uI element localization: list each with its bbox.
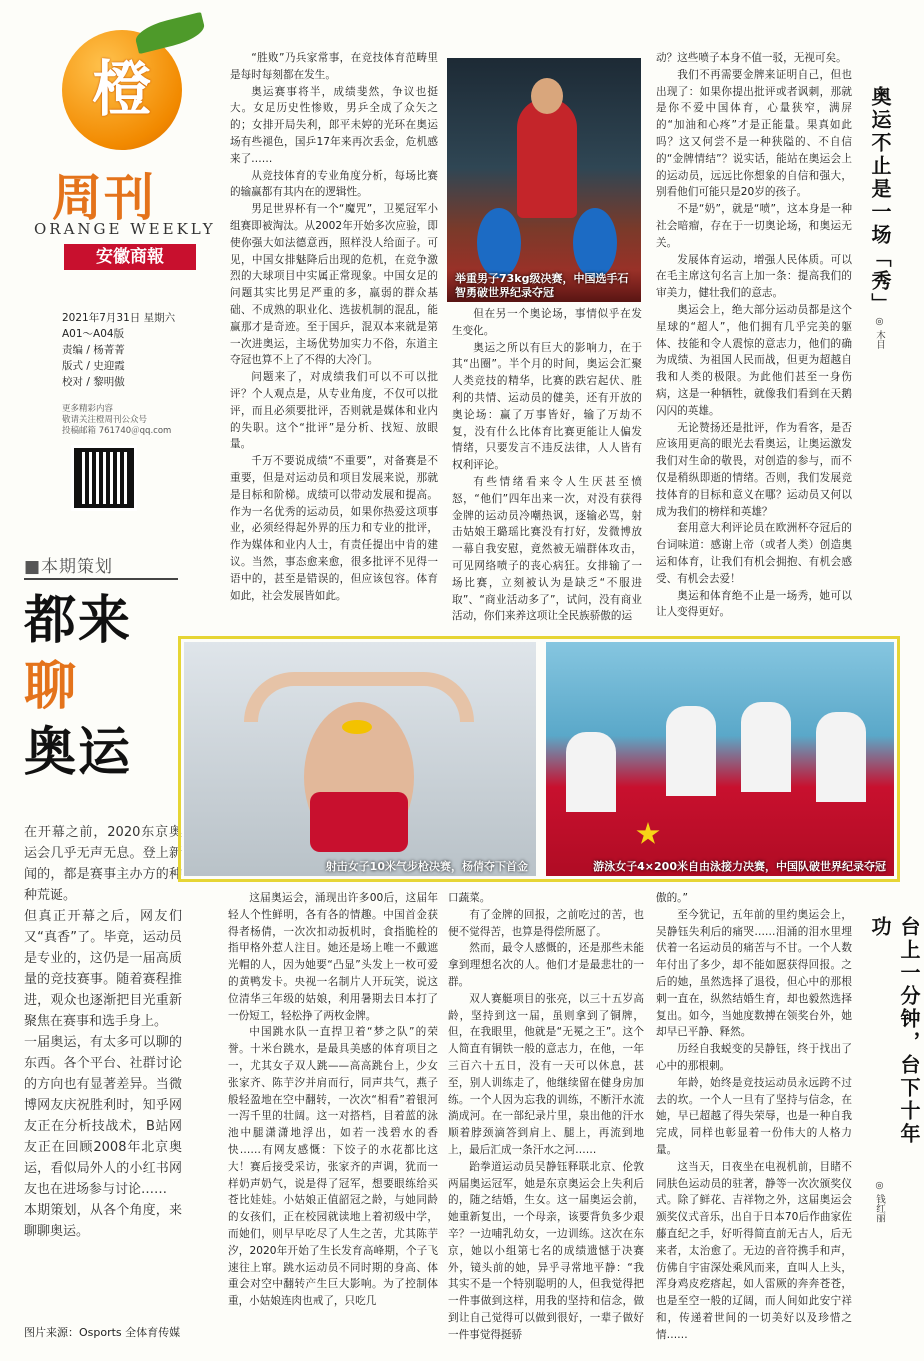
paragraph: “胜败”乃兵家常事，在竞技体育范畴里是每时每刻都在发生。 — [230, 52, 438, 81]
intro-paragraph: 但真正开幕之后，网友们又“真香”了。毕竟，运动员是专业的，这仍是一届高质量的竞技赛事。随着赛程推进，观众也逐渐把目光重新聚焦在赛事和选手身上。 — [24, 909, 182, 1029]
article1-byline: ◎ 木目 — [874, 316, 885, 350]
weekly-title-en: ORANGE WEEKLY — [34, 220, 216, 238]
photo-caption: 举重男子73kg级决赛，中国选手石智勇破世界纪录夺冠 — [447, 270, 641, 302]
paragraph: 奥运赛事将半，成绩斐然，争议也挺大。女足历史性惨败，男乒全成了众矢之的；女排开局失利，郎平未婷的光环在奥运场有些褪色，国乒17年来再次丢金，危机感来了…… — [230, 85, 438, 165]
paragraph: 然而，最令人感慨的，还是那些未能拿到理想名次的人。他们才是最悲壮的一群。 — [448, 942, 644, 988]
contact-info — [62, 404, 222, 437]
athlete — [566, 732, 616, 812]
proofread-credit: 校对 / 黎明傲 — [62, 376, 125, 388]
article1-column-1 — [230, 50, 438, 610]
weightlifting-photo — [447, 58, 641, 302]
qr-code-icon — [74, 448, 134, 508]
paragraph: 男足世界杯有一个“魔咒”，卫冕冠军小组赛即被淘汰。从2002年开始多次应验，即使你强大如法德意西，照样没人给面子。可见，中国女排魅降后出现的危机，在竞争激烈的大球项目中实属正常现象。中国女足的问题其实比男足严重的多，羸弱的群众基础、不成熟的职业化、选拔机制的混乱，能赢那才是奇迹。至于国乒，混双本来就是第一次进奥运，主场优势加实力不俗，东道主夺冠也算不上了不得的大冷门。 — [230, 203, 438, 367]
layout-credit: 版式 / 史迎霞 — [62, 360, 125, 372]
issue-pages: A01～A04版 — [62, 328, 125, 340]
paragraph: 从竞技体育的专业角度分析，每场比赛的输赢都有其内在的逻辑性。 — [230, 169, 438, 199]
logo-character: 橙 — [92, 55, 152, 125]
paragraph: 动？这些喷子本身不值一驳，无视可矣。 — [656, 52, 847, 64]
photo-caption: 射击女子10米气步枪决赛，杨倩夺下首金 — [325, 860, 528, 873]
photo-caption: 游泳女子4×200米自由泳接力决赛，中国队破世界纪录夺冠 — [593, 860, 886, 873]
intro-paragraph: 一届奥运，有太多可以聊的东西。各个平台、社群讨论的方向也有显著差异。当微博网友庆祝胜利时，知乎网友正在分析技战术，B站网友正在回顾2008年北京奥运，看似局外人的小红书网友也在进场参与讨论…… — [24, 1035, 182, 1197]
paragraph: 年龄，始终是竞技运动员永远跨不过去的坎。一个人一旦有了坚持与信念，在她，早已超越了得失荣辱，也是一种自我完成，同样也彰显着一份伟大的人格力量。 — [656, 1076, 852, 1156]
face-mask — [310, 792, 408, 852]
article1-title: 奥运不止是一场「秀」 — [868, 86, 892, 316]
article2-column-1 — [228, 890, 438, 1346]
intro-paragraph: 本期策划，从各个角度，来聊聊奥运。 — [24, 1203, 182, 1239]
barbell-plate — [573, 208, 617, 278]
feature-title — [24, 588, 180, 786]
paragraph: 历经自我蜕变的吴静钰，终于找出了心中的那根刺。 — [656, 1043, 852, 1072]
feature-divider — [24, 578, 178, 580]
article2-column-3 — [656, 890, 852, 1346]
submission-email: 投稿邮箱 761740＠qq.com — [62, 426, 172, 436]
article1-column-3 — [656, 50, 852, 619]
article2-byline: ◎ 钱红丽 — [874, 1180, 885, 1223]
feature-title-line-2: 聊 — [24, 657, 79, 717]
paragraph: 套用意大利评论员在欧洲杯夺冠后的台词味道：感谢上帝（或者人类）创造奥运和体育，让我们有机会拥抱、有机会感受、有机会去爱！ — [656, 522, 852, 585]
paragraph: 千万不要说成绩“不重要”，对备赛是不重要，但是对运动员和项目发展来说，那就是目标和阶梯。成绩可以带动发展和提高。作为一名优秀的运动员，如果你热爱这项事业，必须经得起外界的压力和专业的批评，作为媒体和业内人士，有责任提出中肯的建议。当然，事态愈来愈，很多批评不见得一语中的，甚至是错误的，但应该包容。体育如此，社会发展皆如此。 — [230, 455, 438, 602]
athlete — [816, 712, 866, 802]
paragraph: 奥运和体育绝不止是一场秀，她可以让人变得更好。 — [656, 589, 852, 619]
swimming-photo — [546, 642, 894, 876]
paragraph: 跆拳道运动员吴静钰释联北京、伦敦两届奥运冠军，她是东京奥运会上失利后的，随之结婚，生女。这一届奥运会前，她重新复出，一个母亲，该要背负多少艰辛？一边哺乳幼女，一边训练。这次在东京，她以小组第七名的成绩遗憾于决赛外，镜头前的她，异乎寻常地平静：“我其实不是一个特别聪明的人，但我觉得把一件事做到这样，用我的坚持和信念，做到让自己觉得可以做到很好，一辈子做好一件事觉得挺骄 — [448, 1160, 644, 1341]
paragraph: 但在另一个奥论场，事情似乎在发生变化。 — [452, 308, 642, 337]
article2-title: 台上一分钟，台下十年功 — [868, 916, 921, 1146]
paragraph: 这当天，日夜坐在电视机前，目睹不同肤色运动员的驻著，静等一次次颁奖仪式。除了鲜花、吉祥物之外，这届奥运会颁奖仪式音乐，出自于日本70后作曲家佐藤直纪之手，好听得简直前无古人，后无来者，太治愈了。无边的音符携手和声，仿佛自宇宙深处乘风而来，直叫人上头，浑身鸡皮疙瘩起，如人雷厥的奔奔苍苍，也是至空一般的辽阔，而人间如此安宁祥和，传递着世间的一切美好以及珍惜之情…… — [656, 1160, 852, 1341]
athlete-head — [531, 78, 563, 114]
feature-intro — [24, 822, 182, 1316]
follow-wechat: 敬请关注橙周刊公众号 — [62, 415, 148, 425]
shooting-photo — [184, 642, 536, 876]
issue-date: 2021年7月31日 星期六 — [62, 312, 176, 324]
feature-title-line-3: 奥运 — [24, 723, 133, 783]
masthead — [20, 12, 216, 532]
article2-column-2 — [448, 890, 644, 1346]
hair-clip-icon — [342, 720, 372, 734]
leaf-icon — [133, 12, 207, 54]
paragraph: 傲的。” — [656, 892, 688, 904]
athlete — [741, 702, 791, 792]
heart-hands — [244, 672, 474, 722]
barbell-plate — [477, 208, 521, 278]
intro-paragraph: 在开幕之前，2020东京奥运会几乎无声无息。登上新闻的，都是赛事主办方的种种荒诞。 — [24, 825, 182, 903]
athlete-figure — [517, 98, 577, 218]
paragraph: 不是“奶”，就是“喷”，这本身是一种社会暗瘤，存在于一切奥论场，和奥运无关。 — [656, 203, 852, 249]
paragraph: 有些情绪看来令人生厌甚至愤怒，“他们”四年出来一次，对没有获得金牌的运动员冷嘲热讽，逐输必骂，射击姑娘王璐瑶比赛没有打好，发微博放一幕自我安慰，竟然被无端群体攻击，可见网络喷子的丧心病狂。女排输了一场比赛，立刻被认为是缺乏“不服进取”、“商业活动多了”，试问，没有商业活动，你们来养这项让全民族骄傲的运 — [452, 475, 642, 623]
paragraph: 奥运会上，绝大部分运动员都是这个星球的“超人”，他们拥有几乎完美的躯体、技能和令人震惊的意志力，他们的确为成绩、为祖国人民而战，但更为超越自我和人类的极限。为此他们甚至一身伤病，这是一种牺牲，就像我们看到在天鹅闪闪的英雄。 — [656, 303, 852, 417]
newspaper-badge: 安徽商報 — [64, 244, 196, 270]
paragraph: 口蔬菜。 — [448, 892, 491, 904]
paragraph: 至今犹记，五年前的里约奥运会上，吴静钰失利后的痛哭……泪涌的泪水里埋伏着一名运动员的痛苦与不甘。一个人数年付出了多少，却不能如愿获得回报。之后的她，虽然选择了退役，但心中的那根刺一直在，纵然结婚生育，却也毅然选择复出。如今，当她度数搏在领奖台外，她却早已平静、释然。 — [656, 908, 852, 1039]
paragraph: 这届奥运会，涌现出许多00后，这届年轻人个性鲜明，各有各的情趣。中国首金获得者杨倩，一次次扣动扳机时，食指脆栓的指甲格外惹人注目。她还是场上唯一不戴遮光帽的人，因为她要“凸显”头发上一枚可爱的黄鸭发卡。央视一名制片人开玩笑，说这位清华三年级的姑娘，利用暑期去日本打了一份短工，轻松挣了两枚金牌。 — [228, 892, 438, 1022]
paragraph: 中国跳水队一直捍卫着“梦之队”的荣誉。十米台跳水，是最具美感的体育项目之一，尤其女子双人跳——高高跳台上，少女张家齐、陈芋汐并肩而行，同声共气，燕子般轻盈地在空中翻转，一次次“相看”着银河一泻千里的壮阔。这一对搭档，目着蓝的泳池中腿潇潇地浮出，如若一浅碧水的香快……有网友感慨：下饺子的水花都比这大！赛后接受采访，张家齐的声调，犹而一样奶声奶气，说是得了冠军，想要眼练给买苍比娃娃。小姑娘正值韶冠之龄，与她同龄的女孩们，正在校园就读地上着初级中学，而她们，则早早吃尽了人生之苦，尤其陈芋汐，2020年开始了生长发育高峰期，个子飞速往上窜。跳水运动员不同时期的身高、体重会对空中翻转产生巨大影响。为了控制体重，小姑娘连肉也戒了，只吃几 — [228, 1026, 438, 1308]
more-content: 更多精彩内容 — [62, 404, 114, 414]
issue-info — [62, 310, 222, 390]
feature-title-line-1: 都来 — [24, 591, 133, 651]
athlete — [666, 706, 716, 796]
photo-credit: 图片来源：Osports 全体育传媒 — [24, 1326, 181, 1339]
editor-credit: 责编 / 杨菁菁 — [62, 344, 125, 356]
paragraph: 有了金牌的回报，之前吃过的苦，也便不觉得苦，也算是得偿所愿了。 — [448, 908, 644, 938]
paragraph: 发展体育运动，增强人民体质。可以在毛主席这句名言上加一条：提高我们的审美力，健壮我们的意志。 — [656, 253, 852, 300]
flag-star-icon — [636, 822, 660, 846]
paragraph: 双人赛艇项目的张亮，以三十五岁高龄，坚持到这一届，虽则拿到了铜牌，但，在我眼里，他就是“无冕之王”。这个人简直有铜铁一般的意志力，在他，一年三百六十五日，没有一天可以休息，甚至，别人训练走了，他继续留在健身房加练。一个人因为忘我的训练，不断汗水流淌成河。在一部纪录片里，泉出他的汗水顺着脖颈滴答到肩上、腿上，再流到地上，最后汇成一条汗水之河…… — [448, 992, 644, 1156]
article1-column-2 — [452, 306, 642, 623]
weekly-title: 周刊 — [52, 168, 156, 227]
paragraph: 无论赞扬还是批评，作为看客，是否应该用更高的眼光去看奥运，让奥运激发我们对生命的敬畏，对创造的参与，而不仅是稍纵即逝的情绪。否则，我们发展竞技体育的目标和意义在哪？运动员又何以成为我们的榜样和英雄？ — [656, 421, 852, 518]
paragraph: 奥运之所以有巨大的影响力，在于其“出圈”。半个月的时间，奥运会汇聚人类竞技的精华，比赛的跌宕起伏、胜利的共情、运动员的健美，还有开放的奥论场：赢了万事皆好，输了万劫不复，没有什么比体育比赛更能让人偏发情绪，只要发言不违反法律，人人皆有权利评论。 — [452, 341, 642, 472]
feature-label: ■本期策划 — [24, 557, 114, 577]
paragraph: 问题来了，对成绩我们可以不可以批评？个人观点是，从专业角度，不仅可以批评，而且必须要批评，否则就是媒体和业内的失职。这个“批评”是分析、找短、放眼量。 — [230, 371, 438, 451]
paragraph: 我们不再需要金牌来证明自己，但也出现了：如果你提出批评或者讽刺，那就是你不爱中国体育，心量狭窄，满屏的“加油和心疼”才是正能量。果真如此吗？这又何尝不是一种狭隘的、不自信的“金牌情结”？说实话，能站在奥运会上的运动员，远远比你想象的自信和强大，别看他们可能只是20岁的孩子。 — [656, 68, 852, 199]
